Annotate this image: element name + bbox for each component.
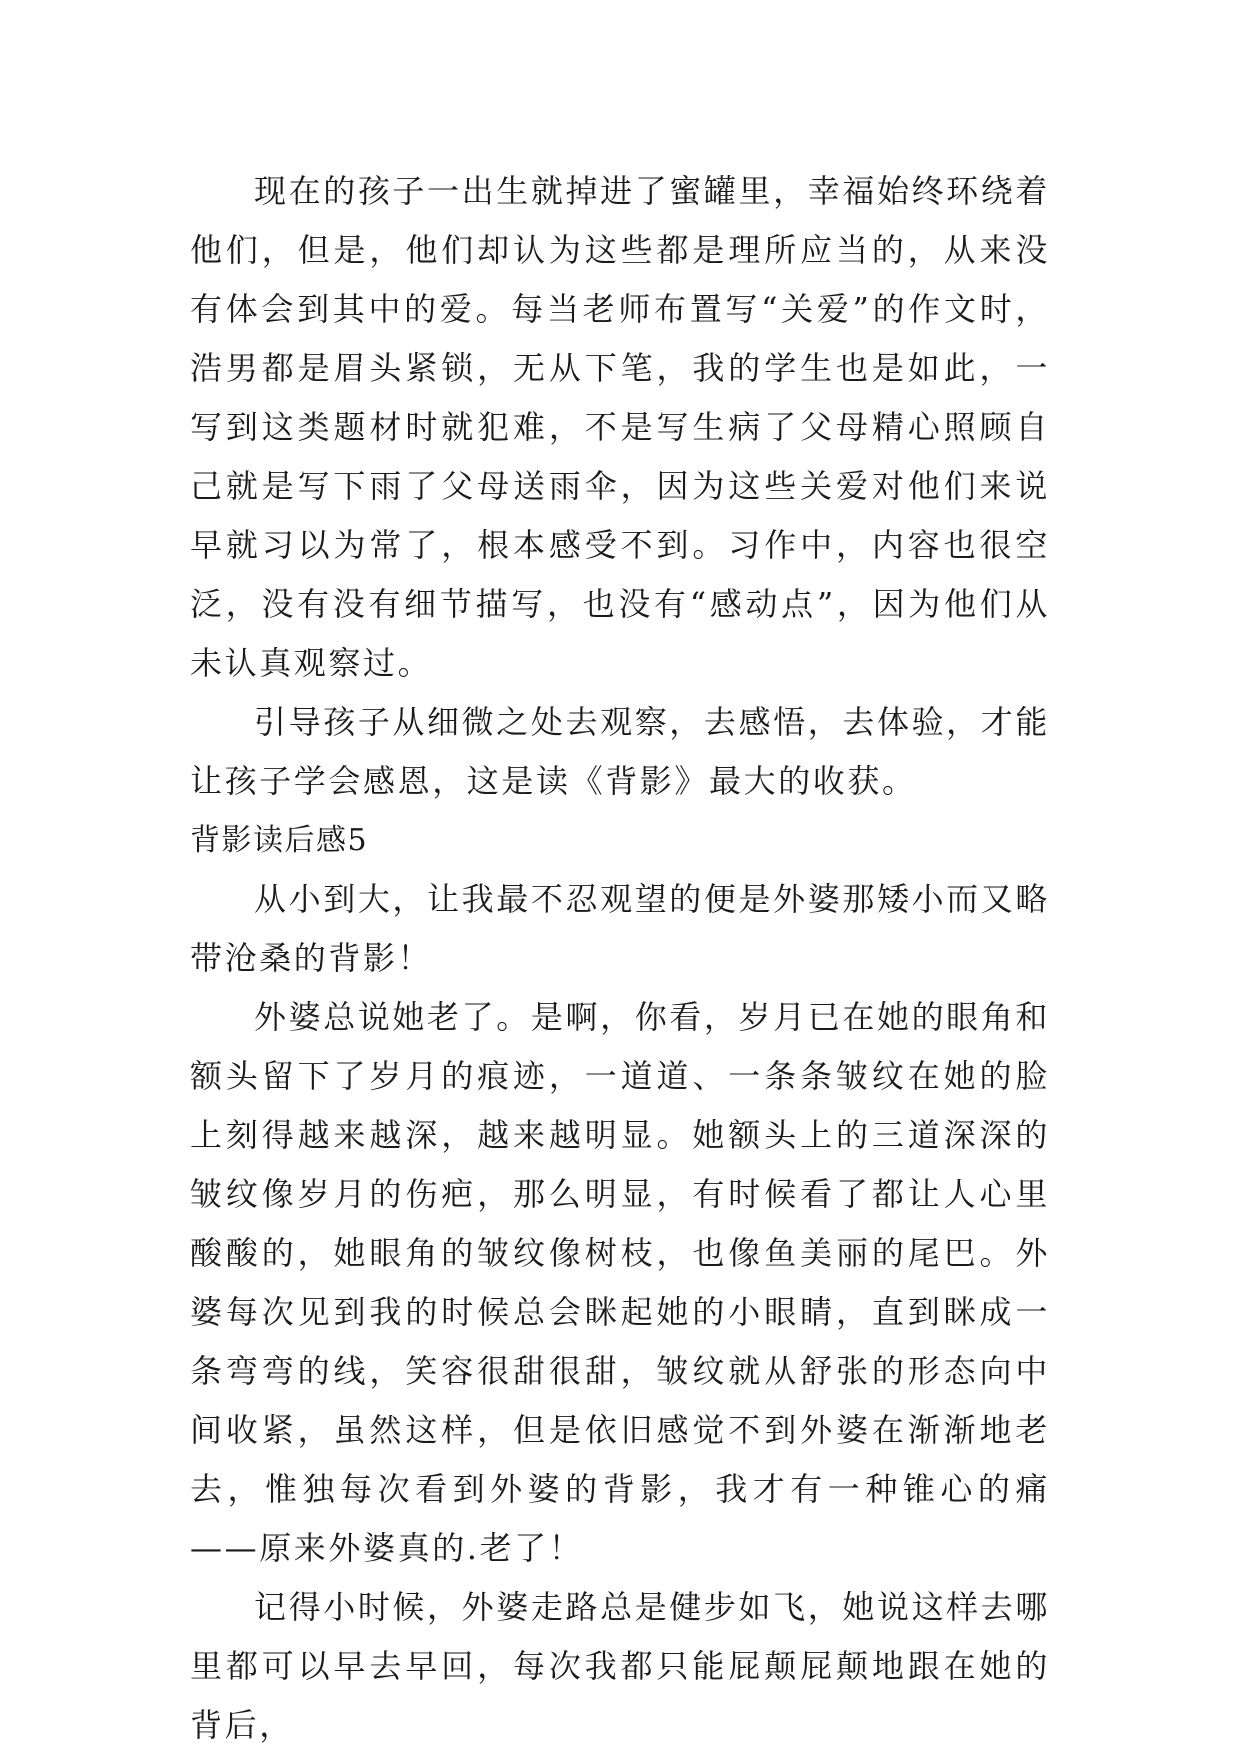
section-heading: 背影读后感5 bbox=[190, 823, 369, 858]
paragraph-grandma-wrinkles: 外婆总说她老了。是啊，你看，岁月已在她的眼角和额头留下了岁月的痕迹，一道道、一条条皱纹在她的脸上刻得越来越深，越来越明显。她额头上的三道深深的皱纹像岁月的伤疤，那么明显，有时候看了都让人心里酸酸的，她眼角的皱纹像树枝，也像鱼美丽的尾巴。外婆每次见到我的时候总会眯起她的小眼睛，直到眯成一条弯弯的线，笑容很甜很甜，皱纹就从舒张的形态向中间收紧，虽然这样，但是依旧感觉不到外婆在渐渐地老去，惟独每次看到外婆的背影，我才有一种锥心的痛——原来外婆真的.老了！ bbox=[190, 998, 1050, 1567]
paragraph-gratitude-intro: 现在的孩子一出生就掉进了蜜罐里，幸福始终环绕着他们，但是，他们却认为这些都是理所应当的，从来没有体会到其中的爱。每当老师布置写“关爱”的作文时，浩男都是眉头紧锁，无从下笔，我的学生也是如此，一写到这类题材时就犯难，不是写生病了父母精心照顾自己就是写下雨了父母送雨伞，因为这些关爱对他们来说早就习以为常了，根本感受不到。习作中，内容也很空泛，没有没有细节描写，也没有“感动点”，因为他们从未认真观察过。 bbox=[190, 172, 1050, 682]
document-body bbox=[190, 162, 1050, 1755]
paragraph-grandma-back: 从小到大，让我最不忍观望的便是外婆那矮小而又略带沧桑的背影！ bbox=[190, 880, 1050, 977]
paragraph-reading-gain: 引导孩子从细微之处去观察，去感悟，去体验，才能让孩子学会感恩，这是读《背影》最大的收获。 bbox=[190, 703, 1050, 800]
paragraph-childhood-memory: 记得小时候，外婆走路总是健步如飞，她说这样去哪里都可以早去早回，每次我都只能屁颠屁颠地跟在她的背后， bbox=[190, 1588, 1050, 1744]
